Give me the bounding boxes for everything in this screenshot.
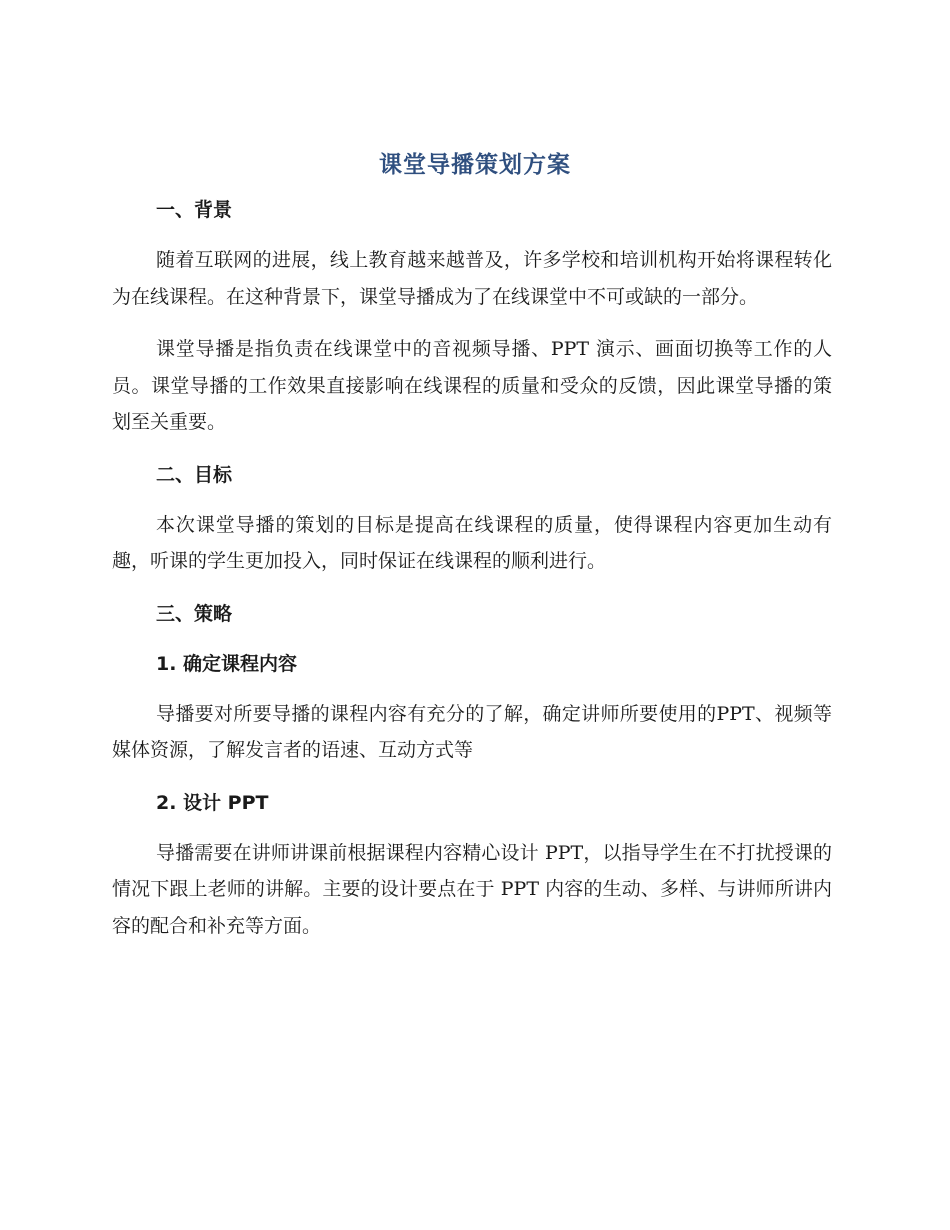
document-body (112, 192, 832, 960)
paragraph-design-ppt: 导播需要在讲师讲课前根据课程内容精心设计 PPT，以指导学生在不打扰授课的情况下跟上老师的讲解。主要的设计要点在于 PPT 内容的生动、多样、与讲师所讲内容的配合和补充等方面。 (112, 841, 832, 937)
section-heading-background: 一、背景 (156, 199, 233, 221)
subheading-course-content: 1. 确定课程内容 (156, 652, 298, 675)
paragraph-goal-1: 本次课堂导播的策划的目标是提高在线课程的质量，使得课程内容更加生动有趣，听课的学生更加投入，同时保证在线课程的顺利进行。 (112, 513, 832, 572)
paragraph-course-content: 导播要对所要导播的课程内容有充分的了解，确定讲师所要使用的PPT、视频等媒体资源，了解发言者的语速、互动方式等 (112, 702, 832, 761)
paragraph-background-2: 课堂导播是指负责在线课堂中的音视频导播、PPT 演示、画面切换等工作的人员。课堂导播的工作效果直接影响在线课程的质量和受众的反馈，因此课堂导播的策划至关重要。 (112, 338, 832, 433)
subheading-design-ppt: 2. 设计 PPT (156, 791, 269, 814)
document-title: 课堂导播策划方案 (379, 152, 571, 178)
section-heading-goal: 二、目标 (156, 463, 233, 486)
paragraph-background-1: 随着互联网的进展，线上教育越来越普及，许多学校和培训机构开始将课程转化为在线课程。在这种背景下，课堂导播成为了在线课堂中不可或缺的一部分。 (112, 249, 832, 308)
spacer (112, 632, 832, 646)
section-heading-strategy: 三、策略 (156, 602, 233, 625)
